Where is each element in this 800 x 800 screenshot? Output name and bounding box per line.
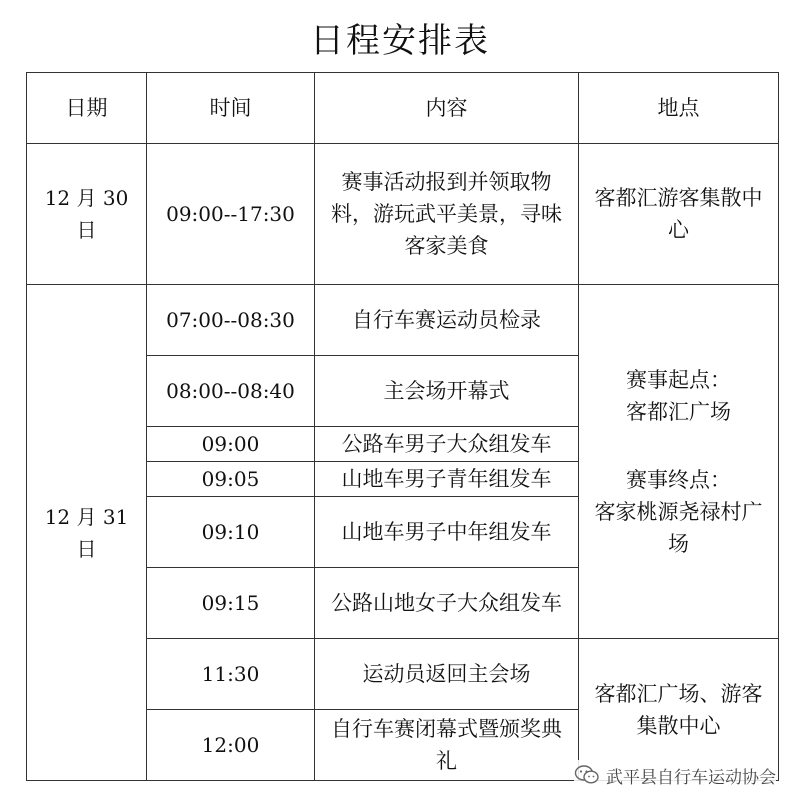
time-cell: 12:00 <box>147 710 315 781</box>
content-cell: 山地车男子中年组发车 <box>315 497 579 568</box>
watermark <box>574 760 776 790</box>
location-cell <box>579 285 779 639</box>
time-cell: 09:10 <box>147 497 315 568</box>
start-label: 赛事起点： <box>626 367 731 392</box>
content-cell: 赛事活动报到并领取物料，游玩武平美景，寻味客家美食 <box>315 144 579 285</box>
time-cell: 07:00--08:30 <box>147 285 315 356</box>
table-row <box>27 285 779 356</box>
wechat-icon <box>574 764 600 786</box>
content-cell: 山地车男子青年组发车 <box>315 462 579 497</box>
location-cell: 客都汇广场、游客集散中心 <box>579 639 779 781</box>
end-value: 客家桃源尧禄村广场 <box>594 499 763 556</box>
page-title: 日程安排表 <box>310 21 490 61</box>
content-cell: 自行车赛闭幕式暨颁奖典礼 <box>315 710 579 781</box>
end-label: 赛事终点： <box>626 467 731 492</box>
content-cell: 公路山地女子大众组发车 <box>315 568 579 639</box>
time-cell: 09:00--17:30 <box>147 144 315 285</box>
start-value: 客都汇广场 <box>626 399 731 424</box>
time-cell: 11:30 <box>147 639 315 710</box>
content-cell: 公路车男子大众组发车 <box>315 427 579 462</box>
time-cell: 09:15 <box>147 568 315 639</box>
header-date: 日期 <box>27 73 147 144</box>
date-cell: 12 月 31 日 <box>27 285 147 781</box>
date-cell: 12 月 30 日 <box>27 144 147 285</box>
content-cell: 运动员返回主会场 <box>315 639 579 710</box>
time-cell: 08:00--08:40 <box>147 356 315 427</box>
header-row <box>27 73 779 144</box>
header-content: 内容 <box>315 73 579 144</box>
location-cell: 客都汇游客集散中心 <box>579 144 779 285</box>
time-cell: 09:00 <box>147 427 315 462</box>
time-cell: 09:05 <box>147 462 315 497</box>
table-row <box>27 144 779 285</box>
content-cell: 主会场开幕式 <box>315 356 579 427</box>
header-time: 时间 <box>147 73 315 144</box>
watermark-text: 武平县自行车运动协会 <box>606 767 776 788</box>
schedule-table <box>26 72 779 781</box>
content-cell: 自行车赛运动员检录 <box>315 285 579 356</box>
header-location: 地点 <box>579 73 779 144</box>
